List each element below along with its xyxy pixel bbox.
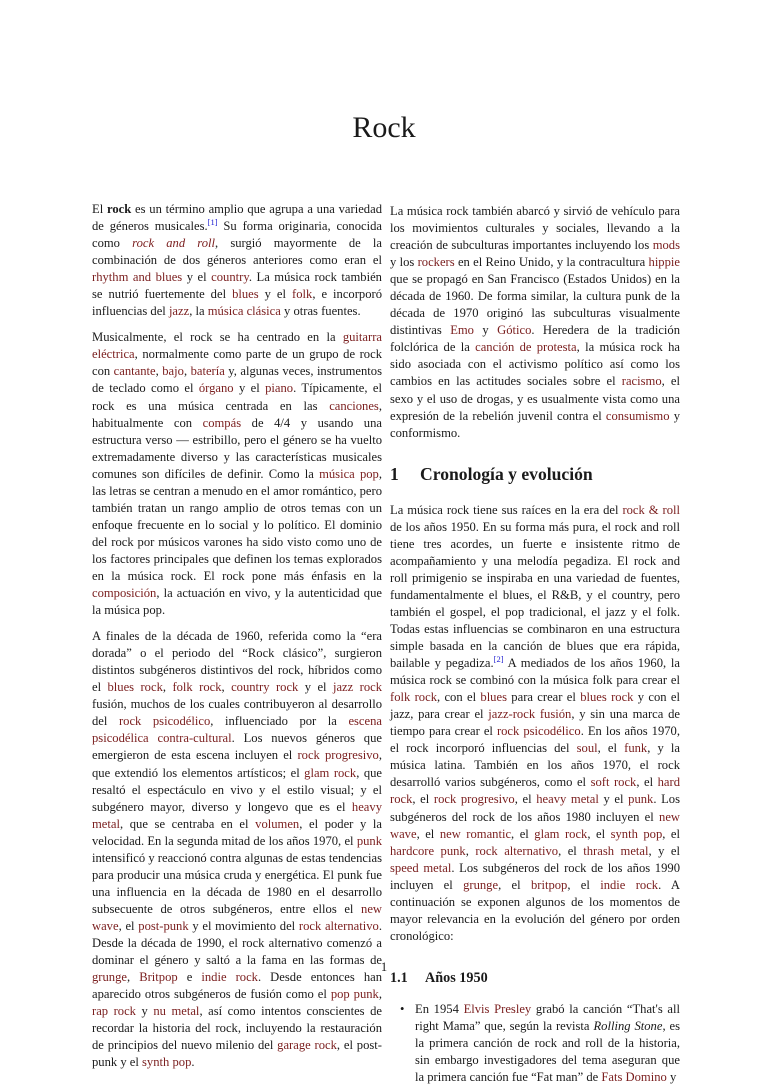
section-heading-cronologia	[390, 464, 680, 484]
link-consumismo[interactable]: consumismo	[605, 408, 670, 423]
link-rock-and-roll-era[interactable]: rock & roll	[622, 502, 680, 517]
link-blues-rock[interactable]: blues rock	[107, 680, 163, 695]
link-rock-and-roll[interactable]: rock and roll	[132, 236, 216, 251]
section-number: 1	[390, 463, 399, 484]
link-musica-clasica[interactable]: música clásica	[207, 304, 281, 319]
link-racismo[interactable]: racismo	[621, 374, 662, 389]
link-pop-punk[interactable]: pop punk	[330, 987, 379, 1002]
link-rock-progresivo[interactable]: rock progresivo	[297, 748, 379, 763]
paragraph-intro: El rock es un término amplio que agrupa a una variedad de géneros musicales.[1] Su forma originaria, conocida como rock and roll, surgió mayormente de la combinación de dos géneros anteriores como eran el rhythm and blues y el country. La música rock también se nutrió fuertemente del blues y el folk, e incorporó influencias del jazz, la música clásica y otras fuentes.	[92, 202, 382, 319]
link-folk-rock[interactable]: folk rock	[172, 680, 222, 695]
bullet-icon: •	[400, 1001, 405, 1016]
link-soft-rock[interactable]: soft rock	[590, 775, 637, 790]
link-fats-domino[interactable]: Fats Domino	[601, 1070, 667, 1085]
link-heavy-metal[interactable]: heavy metal	[92, 799, 382, 831]
link-synth-pop-2[interactable]: synth pop	[610, 826, 663, 841]
link-rock-progresivo-2[interactable]: rock progresivo	[433, 792, 515, 807]
link-rockers[interactable]: rockers	[417, 255, 455, 270]
link-rock-alternativo[interactable]: rock alternativo	[298, 918, 379, 933]
link-post-punk[interactable]: post-punk	[138, 918, 189, 933]
link-hippie[interactable]: hippie	[648, 255, 680, 270]
link-jazz-rock[interactable]: jazz rock	[332, 680, 383, 695]
link-soul[interactable]: soul	[576, 741, 598, 756]
link-indie-rock-2[interactable]: indie rock	[600, 877, 659, 892]
link-guitarra-electrica[interactable]: guitarra eléctrica	[92, 330, 382, 362]
link-glam-rock[interactable]: glam rock	[304, 765, 357, 780]
link-escena-psicodelica[interactable]: escena psicodélica contra-cultural	[92, 714, 382, 746]
link-thrash-metal[interactable]: thrash metal	[583, 843, 649, 858]
link-folk[interactable]: folk	[292, 287, 313, 302]
link-cancion-de-protesta[interactable]: canción de protesta	[475, 340, 577, 355]
link-garage-rock[interactable]: garage rock	[277, 1038, 337, 1053]
link-punk-2[interactable]: punk	[628, 792, 654, 807]
link-grunge-2[interactable]: grunge	[463, 877, 499, 892]
link-volumen[interactable]: volumen	[255, 816, 300, 831]
list-item: • En 1954 Elvis Presley grabó la canción “That's all right Mama” que, según la revista Rolling Stone, es la primera canción de rock and roll de la historia, sin embargo investigadores del tema aseguran que la primera canción fue “Fat man” de Fats Domino y	[400, 1001, 680, 1085]
link-new-romantic[interactable]: new romantic	[439, 826, 512, 841]
right-column	[390, 203, 680, 1086]
link-gotico[interactable]: Gótico	[497, 323, 532, 338]
link-heavy-metal-2[interactable]: heavy metal	[536, 792, 599, 807]
link-mods[interactable]: mods	[652, 238, 680, 253]
link-bajo[interactable]: bajo	[162, 364, 184, 379]
link-nu-metal[interactable]: nu metal	[153, 1004, 200, 1019]
link-rock-psicodelico[interactable]: rock psicodélico	[118, 714, 211, 729]
link-blues-2[interactable]: blues	[480, 690, 507, 705]
section-title: Cronología y evolución	[420, 463, 593, 484]
link-hardcore-punk[interactable]: hardcore punk	[390, 843, 466, 858]
bullet-list	[390, 1001, 680, 1086]
link-piano[interactable]: piano	[265, 381, 294, 396]
link-jazz-rock-fusion[interactable]: jazz-rock fusión	[488, 707, 572, 722]
paragraph-raices: La música rock tiene sus raíces en la era del rock & roll de los años 1950. En su forma más pura, el rock and roll tiene tres acordes, un fuerte e insistente ritmo de acompañamiento y una melodía pegadiza. El rock and roll primigenio se inspiraba en una variedad de fuentes, fundamentalmente el blues, el R&B, y el country, pero también el gospel, el pop tradicional, el jazz y el folk. Todas estas influencias se combinaron en una estructura simple basada en la canción de blues que era rápida, bailable y pegadiza.[2] A mediados de los años 1960, la música rock se combinó con la música folk para crear el folk rock, con el blues para crear el blues rock y con el jazz, para crear el jazz-rock fusión, y sin una marca de tiempo para crear el rock psicodélico. En los años 1970, el rock incorporó influencias del soul, el funk, y la música latina. También en los años 1970, el rock desarrolló varios subgéneros, como el soft rock, el hard rock, el rock progresivo, el heavy metal y el punk. Los subgéneros del rock de los años 1980 incluyen el new wave, el new romantic, el glam rock, el synth pop, el hardcore punk, rock alternativo, el thrash metal, y el speed metal. Los subgéneros del rock de los años 1990 incluyen el grunge, el britpop, el indie rock. A continuación se exponen algunos de los momentos de mayor relevancia en la evolución del género por orden cronológico:	[390, 502, 681, 943]
continued-text	[390, 203, 680, 442]
link-britpop-2[interactable]: britpop	[530, 877, 568, 892]
link-rhythm-and-blues[interactable]: rhythm and blues	[92, 270, 183, 285]
link-rock-alternativo-2[interactable]: rock alternativo	[475, 843, 559, 858]
link-rap-rock[interactable]: rap rock	[92, 1004, 136, 1019]
link-canciones[interactable]: canciones	[329, 398, 379, 413]
paragraph-finales-1960: A finales de la década de 1960, referida como la “era dorada” o el periodo del “Rock clásico”, surgieron distintos subgéneros distintivos del rock, híbridos como el blues rock, folk rock, country rock y el jazz rock fusión, muchos de los cuales contribuyeron al desarrollo del rock psicodélico, influenciado por la escena psicodélica contra-cultural. Los nuevos géneros que emergieron de esta escena incluyen el rock progresivo, que extendió los elementos artísticos; el glam rock, que resaltó el espectáculo en vivo y el estilo visual; y el subgénero mayor, diverso y longevo que es el heavy metal, que se centraba en el volumen, el poder y la velocidad. En la segunda mitad de los años 1970, el punk intensificó y reaccionó contra algunas de estas tendencias para producir una música cruda y energética. El punk fue una influencia en la década de 1980 en el desarrollo subsecuente de otros subgéneros, entre ellos el new wave, el post-punk y el movimiento del rock alternativo. Desde la década de 1990, el rock alternativo comenzó a dominar el género y saltó a la fama en las formas de grunge, Britpop e indie rock. Desde entonces han aparecido otros subgéneros de fusión como el pop punk, rap rock y nu metal, así como intentos conscientes de recordar la historia del rock, incluyendo la restauración de principios del nuevo milenio del garage rock, el post-punk y el synth pop.	[92, 629, 383, 1070]
link-blues[interactable]: blues	[232, 287, 259, 302]
link-glam-rock-2[interactable]: glam rock	[534, 826, 588, 841]
citation-2[interactable]: [2]	[493, 653, 504, 664]
link-organo[interactable]: órgano	[198, 381, 234, 396]
paragraph-cultura-continued: La música rock también abarcó y sirvió de vehículo para los movimientos culturales y sociales, llevando a la creación de subculturas importantes incluyendo los mods y los rockers en el Reino Unido, y la contracultura hippie que se propagó en San Francisco (Estados Unidos) en la década de 1960. De forma similar, la cultura punk de la década de 1970 originó las subculturas visualmente distintivas Emo y Gótico. Heredera de la tradición folclórica de la canción de protesta, la música rock ha sido asociada con el activismo político así como los cambios en las actitudes sociales sobre el racismo, el sexo y el uso de drogas, y es usualmente vista como una expresión de la rebelión juvenil contra el consumismo y conformismo.	[390, 204, 681, 440]
link-jazz[interactable]: jazz	[168, 304, 190, 319]
link-speed-metal[interactable]: speed metal	[390, 860, 452, 875]
paragraph-musicalmente: Musicalmente, el rock se ha centrado en la guitarra eléctrica, normalmente como parte de un grupo de rock con cantante, bajo, batería y, algunas veces, instrumentos de teclado como el órgano y el piano. Típicamente, el rock es una música centrada en las canciones, habitualmente con compás de 4/4 y usando una estructura verso — estribillo, pero el género se ha vuelto extremadamente diverso y las características musicales comunes son difíciles de definir. Como la música pop, las letras se centran a menudo en el amor romántico, pero también tratan un rango amplio de otros temas con un enfoque frecuente en lo social y lo político. El dominio del rock por músicos varones ha sido visto como uno de los factores principales que definen los temas explorados en la música rock. El rock pone más énfasis en la composición, la actuación en vivo, y la autenticidad que la música pop.	[92, 330, 383, 618]
page-number: 1	[380, 960, 388, 974]
link-country[interactable]: country	[211, 270, 249, 285]
link-punk[interactable]: punk	[356, 833, 382, 848]
link-musica-pop[interactable]: música pop	[319, 466, 379, 481]
link-new-wave-2[interactable]: new wave	[390, 809, 680, 841]
link-emo[interactable]: Emo	[450, 323, 474, 338]
link-compas[interactable]: compás	[202, 415, 242, 430]
subsection-title: Años 1950	[425, 969, 488, 986]
link-synth-pop[interactable]: synth pop	[142, 1055, 192, 1070]
link-rock-psicodelico-2[interactable]: rock psicodélico	[496, 724, 581, 739]
link-britpop[interactable]: Britpop	[139, 970, 178, 985]
citation-1[interactable]: [1]	[207, 216, 218, 227]
left-column	[92, 201, 382, 1080]
link-grunge[interactable]: grunge	[92, 970, 127, 985]
page-title: Rock	[352, 111, 416, 144]
link-blues-rock-2[interactable]: blues rock	[580, 690, 634, 705]
subsection-number: 1.1	[390, 969, 408, 986]
link-cantante[interactable]: cantante	[113, 364, 156, 379]
link-hard-rock[interactable]: hard rock	[390, 775, 680, 807]
link-bateria[interactable]: batería	[190, 364, 225, 379]
link-elvis-presley[interactable]: Elvis Presley	[463, 1001, 532, 1016]
magazine-title: Rolling Stone	[593, 1018, 663, 1033]
link-new-wave[interactable]: new wave	[92, 901, 382, 933]
link-country-rock[interactable]: country rock	[231, 680, 299, 695]
term-rock: rock	[106, 202, 132, 216]
link-indie-rock[interactable]: indie rock	[201, 970, 258, 985]
link-funk[interactable]: funk	[624, 741, 648, 756]
link-composicion[interactable]: composición	[92, 586, 157, 601]
link-folk-rock-2[interactable]: folk rock	[390, 690, 437, 705]
